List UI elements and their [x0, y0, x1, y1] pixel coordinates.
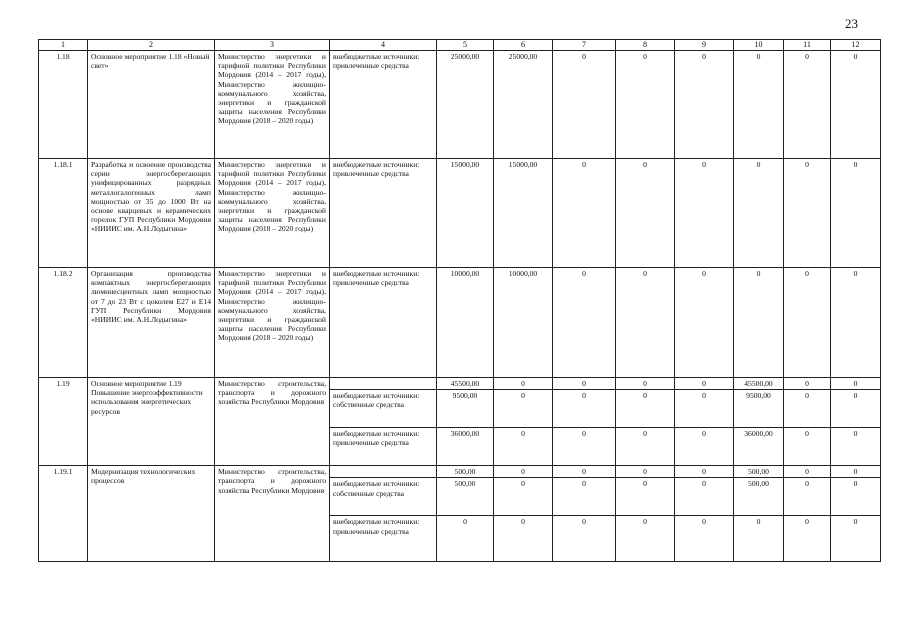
- row-code: 1.18: [39, 51, 88, 159]
- row-value: 0: [616, 51, 675, 159]
- row-value: 0: [675, 378, 734, 390]
- row-source: внебюджетные источники: привлеченные средства: [330, 516, 437, 562]
- row-value: 0: [831, 428, 881, 466]
- row-value: 0: [616, 478, 675, 516]
- row-executor: Министерство энергетики и тарифной политики Республики Мордовия (2014 – 2017 годы), Министерство жилищно-коммунального хозяйства, энергетики и гражданской защиты населения Республики Мордовия (2018 – 2020 годы): [215, 268, 330, 378]
- row-value: 0: [616, 516, 675, 562]
- row-value: 0: [784, 478, 831, 516]
- row-value: 0: [675, 390, 734, 428]
- row-value: 0: [494, 428, 553, 466]
- row-value: 0: [831, 516, 881, 562]
- row-value: 0: [616, 428, 675, 466]
- row-value: 10000,00: [437, 268, 494, 378]
- row-value: 0: [675, 268, 734, 378]
- row-value: 0: [675, 466, 734, 478]
- row-value: 0: [831, 478, 881, 516]
- row-source: внебюджетные источники: привлеченные средства: [330, 428, 437, 466]
- row-source-empty: [330, 466, 437, 478]
- row-source: внебюджетные источники: привлеченные средства: [330, 159, 437, 268]
- row-name: Основное мероприятие 1.19 Повышение энергоэффективности использования энергетических ресурсов: [88, 378, 215, 466]
- row-value: 0: [553, 268, 616, 378]
- column-header: 1: [39, 40, 88, 51]
- row-value: 0: [831, 466, 881, 478]
- row-value: 0: [784, 516, 831, 562]
- row-value: 10000,00: [494, 268, 553, 378]
- row-value: 0: [553, 159, 616, 268]
- row-value: 0: [494, 478, 553, 516]
- row-source: внебюджетные источники: привлеченные средства: [330, 51, 437, 159]
- row-value: 9500,00: [437, 390, 494, 428]
- row-source: внебюджетные источники: привлеченные средства: [330, 268, 437, 378]
- column-header: 3: [215, 40, 330, 51]
- column-header: 4: [330, 40, 437, 51]
- row-value: 500,00: [437, 466, 494, 478]
- row-value: 0: [553, 478, 616, 516]
- row-value: 0: [831, 51, 881, 159]
- row-name: Модернизация технологических процессов: [88, 466, 215, 562]
- row-value: 45500,00: [437, 378, 494, 390]
- row-value: 0: [494, 516, 553, 562]
- column-header: 12: [831, 40, 881, 51]
- row-value: 36000,00: [734, 428, 784, 466]
- row-value: 0: [553, 466, 616, 478]
- row-code: 1.19.1: [39, 466, 88, 562]
- row-source: внебюджетные источники: собственные средства: [330, 478, 437, 516]
- row-executor: Министерство строительства, транспорта и дорожного хозяйства Республики Мордовия: [215, 466, 330, 562]
- row-value: 0: [734, 51, 784, 159]
- row-value: 500,00: [734, 466, 784, 478]
- table-row: [39, 378, 881, 390]
- row-value: 0: [784, 51, 831, 159]
- column-header: 8: [616, 40, 675, 51]
- row-value: 0: [616, 159, 675, 268]
- row-value: 0: [831, 268, 881, 378]
- row-value: 0: [831, 378, 881, 390]
- row-value: 0: [494, 466, 553, 478]
- row-value: 0: [831, 159, 881, 268]
- row-value: 36000,00: [437, 428, 494, 466]
- row-value: 0: [784, 390, 831, 428]
- table-row: [39, 51, 881, 159]
- column-header: 5: [437, 40, 494, 51]
- row-code: 1.18.1: [39, 159, 88, 268]
- row-value: 9500,00: [734, 390, 784, 428]
- row-value: 0: [675, 51, 734, 159]
- row-value: 25000,00: [494, 51, 553, 159]
- row-value: 0: [675, 516, 734, 562]
- row-value: 0: [494, 390, 553, 428]
- row-source-empty: [330, 378, 437, 390]
- row-value: 0: [784, 159, 831, 268]
- budget-table: [38, 39, 881, 562]
- column-header: 9: [675, 40, 734, 51]
- row-name: Разработка и освоение производства серии энергосберегающих унифицированных разрядных металлогалогенных ламп мощностью от 35 до 1000 Вт на основе кварцевых и керамических горелок ГУП Республики Мордовия «НИИИС им. А.Н.Лодыгина»: [88, 159, 215, 268]
- row-value: 0: [616, 466, 675, 478]
- row-value: 0: [553, 428, 616, 466]
- row-value: 0: [784, 466, 831, 478]
- row-value: 0: [553, 390, 616, 428]
- row-value: 0: [616, 268, 675, 378]
- row-value: 15000,00: [494, 159, 553, 268]
- row-value: 0: [784, 428, 831, 466]
- row-value: 0: [734, 159, 784, 268]
- column-header: 11: [784, 40, 831, 51]
- row-value: 0: [437, 516, 494, 562]
- row-value: 15000,00: [437, 159, 494, 268]
- row-value: 0: [553, 378, 616, 390]
- column-header: 2: [88, 40, 215, 51]
- row-value: 500,00: [734, 478, 784, 516]
- column-header: 6: [494, 40, 553, 51]
- table-row: [39, 268, 881, 378]
- row-code: 1.19: [39, 378, 88, 466]
- row-executor: Министерство строительства, транспорта и дорожного хозяйства Республики Мордовия: [215, 378, 330, 466]
- column-header: 7: [553, 40, 616, 51]
- row-source: внебюджетные источники: собственные средства: [330, 390, 437, 428]
- row-value: 0: [553, 516, 616, 562]
- row-value: 0: [734, 516, 784, 562]
- row-value: 0: [675, 478, 734, 516]
- row-value: 0: [831, 390, 881, 428]
- row-value: 0: [494, 378, 553, 390]
- row-value: 0: [553, 51, 616, 159]
- row-value: 0: [675, 428, 734, 466]
- page-number: 23: [845, 16, 858, 31]
- table-row: [39, 159, 881, 268]
- row-value: 45500,00: [734, 378, 784, 390]
- column-header: 10: [734, 40, 784, 51]
- row-executor: Министерство энергетики и тарифной политики Республики Мордовия (2014 – 2017 годы), Министерство жилищно-коммунального хозяйства, энергетики и гражданской защиты населения Республики Мордовия (2018 – 2020 годы): [215, 51, 330, 159]
- row-value: 0: [784, 378, 831, 390]
- row-value: 0: [616, 378, 675, 390]
- row-code: 1.18.2: [39, 268, 88, 378]
- row-value: 500,00: [437, 478, 494, 516]
- table-row: [39, 466, 881, 478]
- row-value: 0: [675, 159, 734, 268]
- row-value: 25000,00: [437, 51, 494, 159]
- row-value: 0: [616, 390, 675, 428]
- row-value: 0: [734, 268, 784, 378]
- row-executor: Министерство энергетики и тарифной политики Республики Мордовия (2014 – 2017 годы), Министерство жилищно-коммунального хозяйства, энергетики и гражданской защиты населения Республики Мордовия (2018 – 2020 годы): [215, 159, 330, 268]
- row-name: Основное мероприятие 1.18 «Новый свет»: [88, 51, 215, 159]
- table-header-row: [39, 40, 881, 51]
- row-name: Организация производства компактных энергосберегающих люминесцентных ламп мощностью от 7 до 23 Вт с цоколем Е27 и Е14 ГУП Республики Мордовия «НИИИС им. А.Н.Лодыгина»: [88, 268, 215, 378]
- row-value: 0: [784, 268, 831, 378]
